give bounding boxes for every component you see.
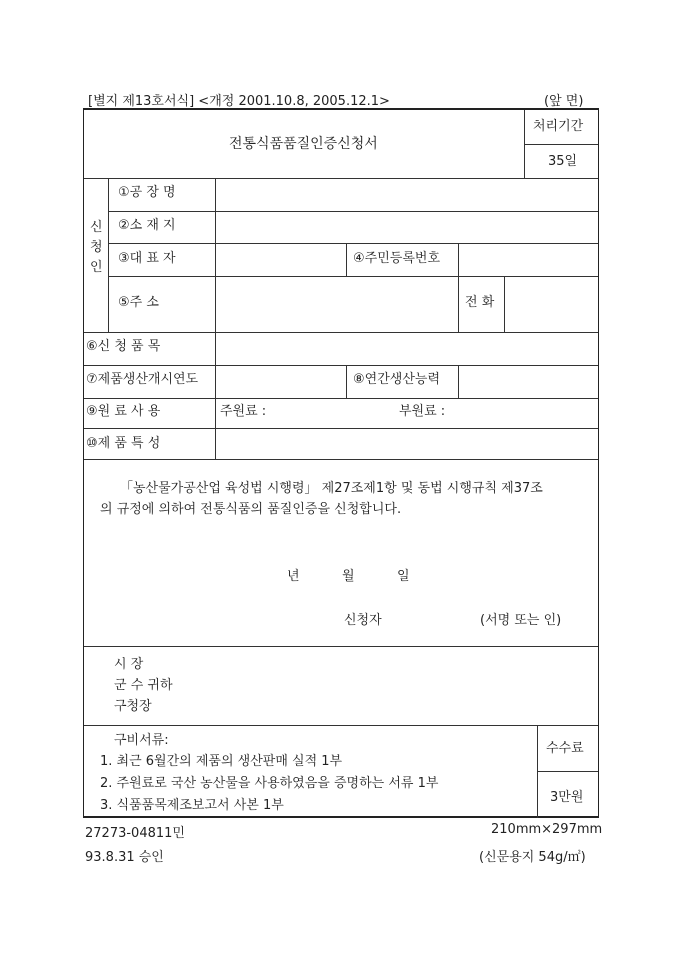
recipient-mayor: 시 장: [114, 657, 144, 672]
sub-material-label: 부원료 :: [399, 404, 446, 419]
address-label: ⑤주 소: [118, 295, 159, 310]
product-item-label: ⑥신 청 품 목: [86, 339, 161, 354]
applicant-label-2: 청: [90, 240, 103, 255]
date-year: 년: [287, 569, 300, 584]
applicant-sign-label: 신청자: [344, 613, 382, 628]
annual-capacity-label: ⑧연간생산능력: [353, 372, 441, 387]
document-item-2: 2. 주원료로 국산 농산물을 사용하였음을 증명하는 서류 1부: [100, 776, 439, 791]
phone-label: 전 화: [465, 295, 495, 310]
fee-label: 수수료: [546, 741, 584, 756]
recipient-district: 구청장: [114, 699, 152, 714]
applicant-label-1: 신: [90, 220, 103, 235]
production-start-year-label: ⑦제품생산개시연도: [86, 372, 199, 387]
factory-name-label: ①공 장 명: [118, 185, 176, 200]
paper-size: 210mm×297mm: [491, 822, 603, 837]
statement-line-2: 의 규정에 의하여 전통식품의 품질인증을 신청합니다.: [100, 502, 402, 517]
product-features-label: ⑩제 품 특 성: [86, 436, 161, 451]
fee-value: 3만원: [550, 790, 584, 805]
form-title: 전통식품품질인증신청서: [229, 136, 378, 152]
location-label: ②소 재 지: [118, 218, 176, 233]
statement-line-1: 「농산물가공산업 육성법 시행령」 제27조제1항 및 동법 시행규칙 제37조: [120, 481, 543, 496]
document-item-3: 3. 식품품목제조보고서 사본 1부: [100, 798, 284, 813]
form-code: 27273-04811민: [85, 826, 185, 841]
documents-title: 구비서류:: [114, 733, 169, 748]
date-day: 일: [397, 569, 410, 584]
document-item-1: 1. 최근 6월간의 제품의 생산판매 실적 1부: [100, 754, 343, 769]
recipient-county: 군 수 귀하: [114, 678, 173, 693]
processing-period-value: 35일: [548, 154, 578, 169]
form-number: [별지 제13호서식] <개정 2001.10.8, 2005.12.1>: [88, 94, 390, 109]
processing-period-label: 처리기간: [533, 119, 584, 134]
approval-date: 93.8.31 승인: [85, 850, 164, 865]
date-month: 월: [342, 569, 355, 584]
applicant-label-3: 인: [90, 260, 103, 275]
resident-number-label: ④주민등록번호: [353, 251, 441, 266]
sign-note: (서명 또는 인): [480, 613, 562, 628]
raw-material-label: ⑨원 료 사 용: [86, 404, 161, 419]
application-form: [83, 108, 599, 818]
page-side: (앞 면): [544, 94, 584, 109]
paper-type: (신문용지 54g/㎡): [479, 850, 586, 865]
representative-label: ③대 표 자: [118, 251, 176, 266]
main-material-label: 주원료 :: [220, 404, 267, 419]
